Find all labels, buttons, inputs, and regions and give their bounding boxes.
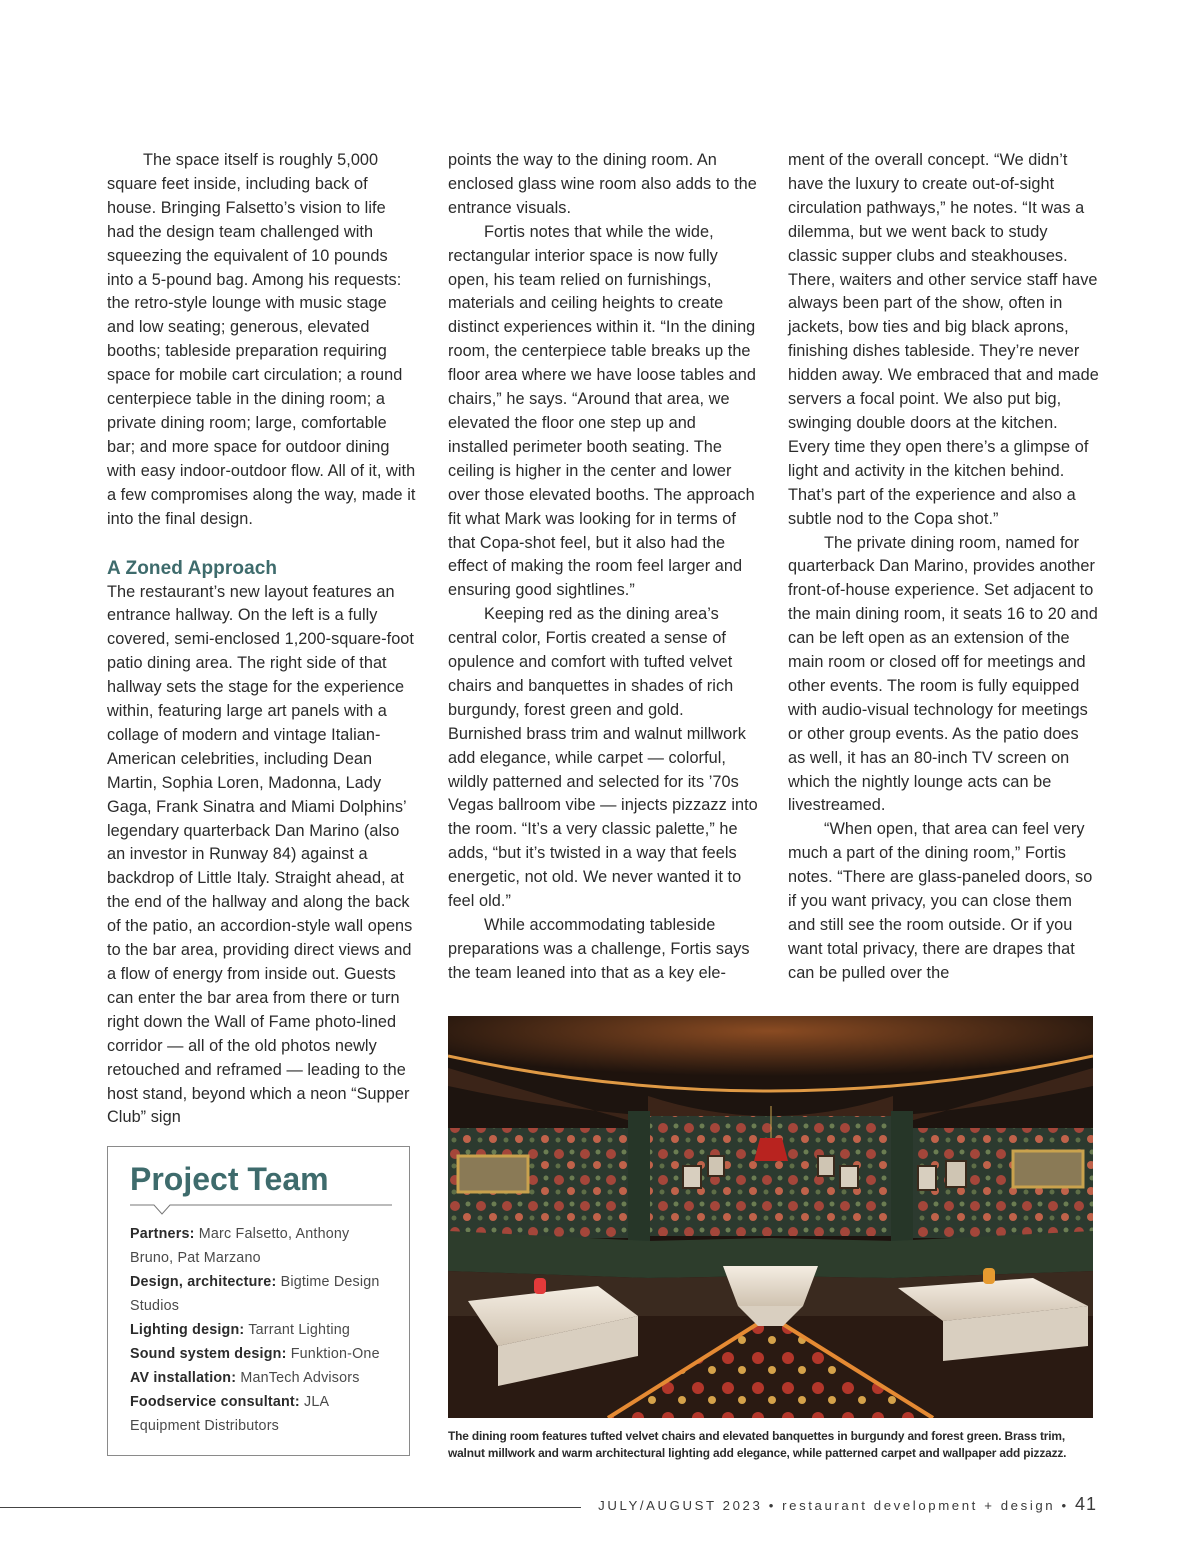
- article-paragraph: The private dining room, named for quarterback Dan Marino, provides another front-of-house experience. Set adjacent to the main dining room, it seats 16 to 20 and can be left open as an extension of the main room or closed off for meetings and other events. The room is fully equipped with audio-visual technology for meetings or other group events. As the patio does as well, it has an 80-inch TV screen on which the nightly lounge acts can be livestreamed.: [788, 533, 1098, 815]
- article-paragraph: Keeping red as the dining area’s central color, Fortis created a sense of opulence and comfort with tufted velvet chairs and banquettes in shades of rich burgundy, forest green and gold. Burnished brass trim and walnut millwork add elegance, while carpet — colorful, wildly patterned and selected for its ’70s Vegas ballroom vibe — injects pizzazz into the room. “It’s a very classic palette,” he adds, “but it’s twisted in a way that feels energetic, not old. We never wanted it to feel old.”: [448, 605, 758, 911]
- team-entry: [130, 1390, 380, 1438]
- team-role: Foodservice consultant:: [130, 1394, 300, 1410]
- page-number: 41: [1074, 1494, 1097, 1514]
- team-entry: [130, 1270, 380, 1318]
- title-divider: [130, 1203, 392, 1219]
- footer-issue: JULY/AUGUST 2023: [598, 1498, 763, 1513]
- team-entry: [130, 1342, 380, 1366]
- caption-line: The dining room features tufted velvet chairs and elevated banquettes in burgundy and forest green. Brass trim,: [448, 1429, 1065, 1443]
- article-paragraph: The restaurant’s new layout features an entrance hallway. On the left is a fully covered, semi-enclosed 1,200-square-foot patio dining area. The right side of that hallway sets the stage for the experience within, featuring large art panels with a collage of modern and vintage Italian-American celebrities, including Dean Martin, Sophia Loren, Madonna, Lady Gaga, Frank Sinatra and Miami Dolphins’ legendary quarterback Dan Marino (also an investor in Runway 84) against a backdrop of Little Italy. Straight ahead, at the end of the hallway and along the back of the patio, an accordion-style wall opens to the bar area, providing direct views and a flow of energy from inside out. Guests can enter the bar area from there or turn right down the Wall of Fame photo-lined corridor — all of the old photos newly retouched and reframed — leading to the host stand, beyond which a neon “Supper Club” sign: [107, 582, 414, 1127]
- photo-caption: [448, 1428, 1098, 1462]
- article-paragraph: Fortis notes that while the wide, rectangular interior space is now fully open, his team relied on furnishings, materials and ceiling heights to create distinct experiences within it. “In the dining room, the centerpiece table breaks up the floor area where we have loose tables and chairs,” he says. “Around that area, we elevated the floor one step up and installed perimeter booth seating. The ceiling is higher in the center and lower over those elevated booths. The approach fit what Mark was looking for in terms of that Copa-shot feel, but it also had the effect of making the room feel larger and ensuring good sightlines.”: [448, 222, 756, 600]
- team-member: Funktion-One: [290, 1346, 380, 1362]
- article-column-1: [107, 149, 417, 1130]
- team-member: Tarrant Lighting: [248, 1322, 351, 1338]
- team-member: Marc Falsetto, Anthony Bruno, Pat Marzano: [130, 1226, 350, 1266]
- article-column-3: [788, 149, 1100, 986]
- team-role: Partners:: [130, 1226, 195, 1242]
- article-column-2: [448, 149, 758, 986]
- caption-line: walnut millwork and warm architectural lighting add elegance, while patterned carpet and wallpaper add pizzazz.: [448, 1446, 1067, 1460]
- dining-room-illustration: [448, 1016, 1093, 1418]
- team-member: ManTech Advisors: [240, 1370, 360, 1386]
- section-heading: A Zoned Approach: [107, 557, 278, 579]
- team-role: Design, architecture:: [130, 1274, 277, 1290]
- team-role: Lighting design:: [130, 1322, 245, 1338]
- footer-bullet: •: [768, 1498, 776, 1513]
- article-paragraph: points the way to the dining room. An enclosed glass wine room also adds to the entrance visuals.: [448, 151, 757, 217]
- team-role: AV installation:: [130, 1370, 237, 1386]
- project-team-sidebar: [107, 1146, 410, 1456]
- footer-divider: [0, 1507, 581, 1508]
- footer-publication: restaurant development + design: [782, 1498, 1056, 1513]
- article-paragraph: ment of the overall concept. “We didn’t have the luxury to create out-of-sight circulation pathways,” he notes. “It was a dilemma, but we went back to study classic supper clubs and steakhouses. There, waiters and other service staff have always been part of the show, often in jackets, bow ties and big black aprons, finishing dishes tableside. They’re never hidden away. We embraced that and made servers a focal point. We also put big, swinging double doors at the kitchen. Every time they open there’s a glimpse of light and activity in the kitchen behind. That’s part of the experience and also a subtle nod to the Copa shot.”: [788, 151, 1099, 528]
- footer-bullet: •: [1061, 1498, 1069, 1513]
- article-paragraph: While accommodating tableside preparations was a challenge, Fortis says the team leaned into that as a key ele-: [448, 916, 750, 982]
- page-footer: [598, 1494, 1097, 1515]
- project-team-title: Project Team: [130, 1161, 329, 1197]
- team-role: Sound system design:: [130, 1346, 287, 1362]
- article-paragraph: The space itself is roughly 5,000 square feet inside, including back of house. Bringing Falsetto’s vision to life had the design team challenged with squeezing the equivalent of 10 pounds into a 5-pound bag. Among his requests: the retro-style lounge with music stage and low seating; generous, elevated booths; tableside preparation requiring space for mobile cart circulation; a round centerpiece table in the dining room; a private dining room; large, comfortable bar; and more space for outdoor dining with easy indoor-outdoor flow. All of it, with a few compromises along the way, made it into the final design.: [107, 151, 416, 528]
- article-paragraph: “When open, that area can feel very much a part of the dining room,” Fortis notes. “There are glass-paneled doors, so if you want privacy, you can close them and still see the room outside. Or if you want total privacy, there are drapes that can be pulled over the: [788, 820, 1093, 982]
- project-team-list: [130, 1222, 380, 1438]
- team-member: Bigtime Design Studios: [130, 1274, 380, 1314]
- team-entry: [130, 1318, 380, 1342]
- dining-room-photo: [448, 1016, 1093, 1418]
- team-entry: [130, 1222, 380, 1270]
- team-member: JLA Equipment Distributors: [130, 1394, 329, 1434]
- team-entry: [130, 1366, 380, 1390]
